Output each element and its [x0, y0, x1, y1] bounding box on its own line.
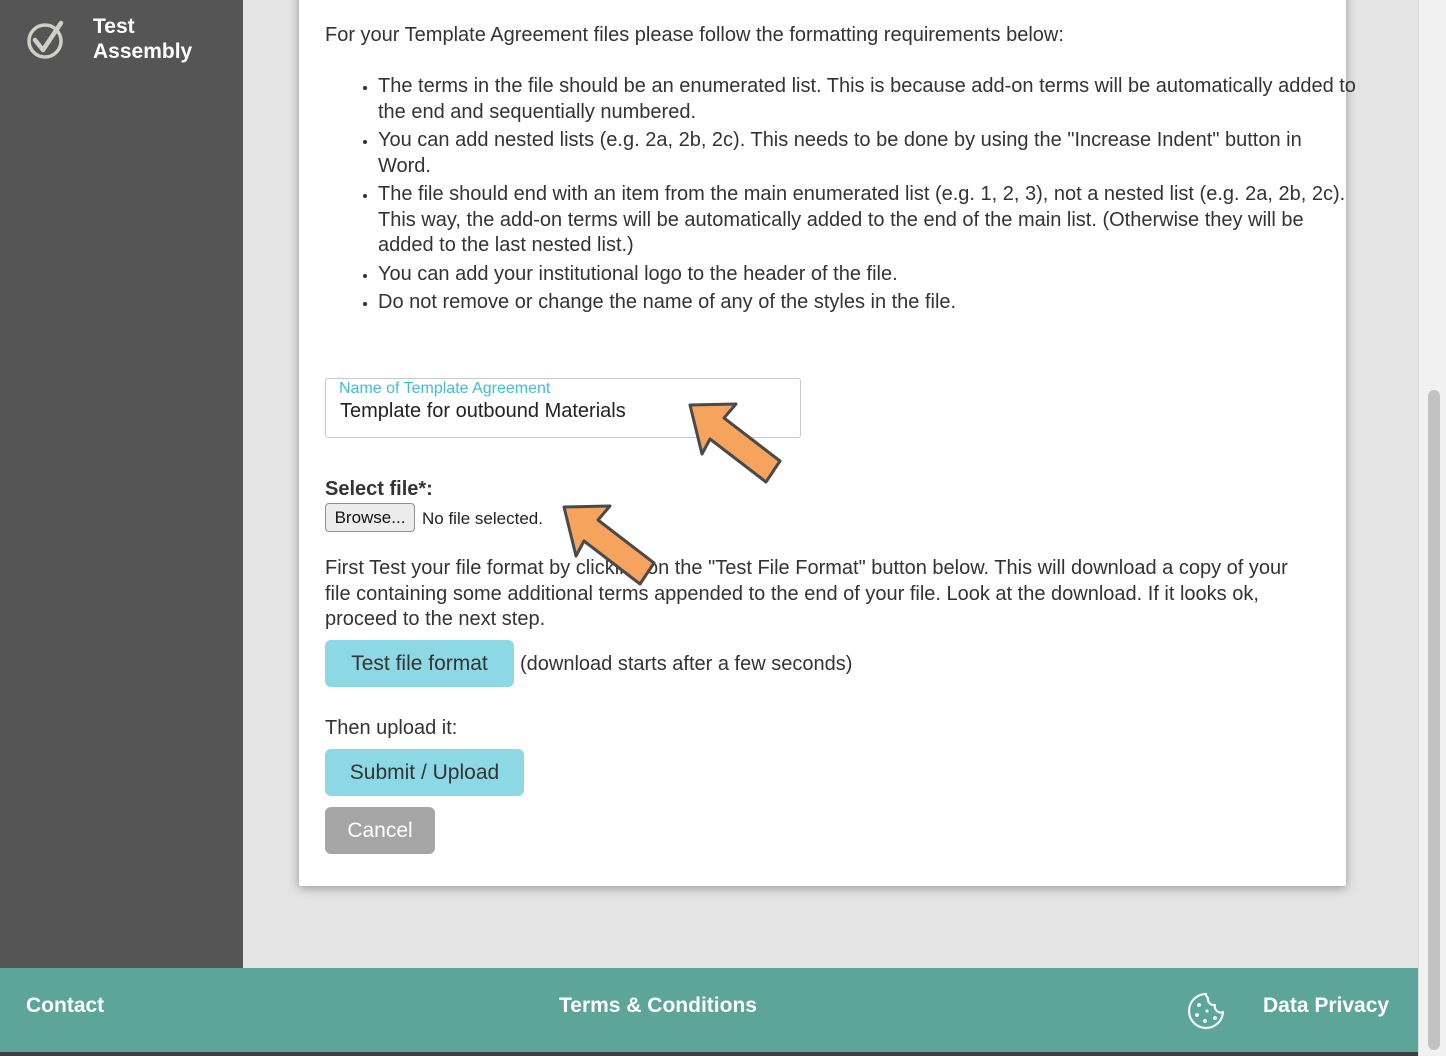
footer-privacy-link[interactable]: Data Privacy: [1263, 994, 1390, 1017]
annotation-arrow-icon: [684, 398, 788, 490]
template-name-label: Name of Template Agreement: [339, 380, 551, 397]
list-item: • The file should end with an item from the main enumerated list (e.g. 1, 2, 3), not a nested list (e.g. 2a, 2b, 2c). This way, the add-on terms will be automatically added to the end of the main list. (Otherwise they will be added to the last nested list.): [378, 182, 1358, 259]
annotation-arrow-icon: [558, 500, 662, 590]
footer-contact-link[interactable]: Contact: [26, 994, 105, 1017]
file-status: No file selected.: [422, 509, 543, 528]
footer-terms-link[interactable]: Terms & Conditions: [559, 994, 757, 1017]
check-circle-icon: [26, 20, 66, 60]
list-item: • The terms in the file should be an enumerated list. This is because add-on terms will be automatically added to the end and sequentially numbered.: [378, 74, 1358, 125]
test-description: First Test your file format by clicking on the "Test File Format" button below. This will download a copy of your file containing some additional terms appended to the end of your file. Look at the download. If it looks ok, proceed to the next step.: [325, 557, 1288, 630]
sidebar: [0, 0, 243, 968]
submit-upload-button[interactable]: Submit / Upload: [325, 749, 524, 796]
list-item: • Do not remove or change the name of any of the styles in the file.: [378, 290, 1358, 316]
cookie-icon[interactable]: [1186, 991, 1226, 1031]
list-item: • You can add nested lists (e.g. 2a, 2b, 2c). This needs to be done by using the "Increase Indent" button in Word.: [378, 128, 1358, 179]
requirements-list: [325, 74, 1358, 319]
scrollbar[interactable]: [1418, 0, 1446, 1056]
sidebar-item-test-assembly[interactable]: [0, 0, 243, 70]
select-file-label: Select file*:: [325, 478, 433, 500]
scrollbar-thumb[interactable]: [1428, 390, 1440, 1050]
formatting-intro: For your Template Agreement files please follow the formatting requirements below:: [325, 24, 1064, 46]
test-note: (download starts after a few seconds): [520, 653, 853, 675]
list-item: • You can add your institutional logo to the header of the file.: [378, 262, 1358, 288]
template-upload-card: [299, 0, 1356, 886]
footer: [0, 968, 1418, 1056]
footer-divider: [0, 1052, 1418, 1056]
test-file-format-button[interactable]: Test file format: [325, 640, 514, 687]
sidebar-item-label: Test Assembly: [93, 15, 193, 63]
browse-button[interactable]: Browse...: [325, 503, 415, 532]
then-upload-label: Then upload it:: [325, 717, 458, 739]
cancel-button[interactable]: Cancel: [325, 807, 435, 854]
